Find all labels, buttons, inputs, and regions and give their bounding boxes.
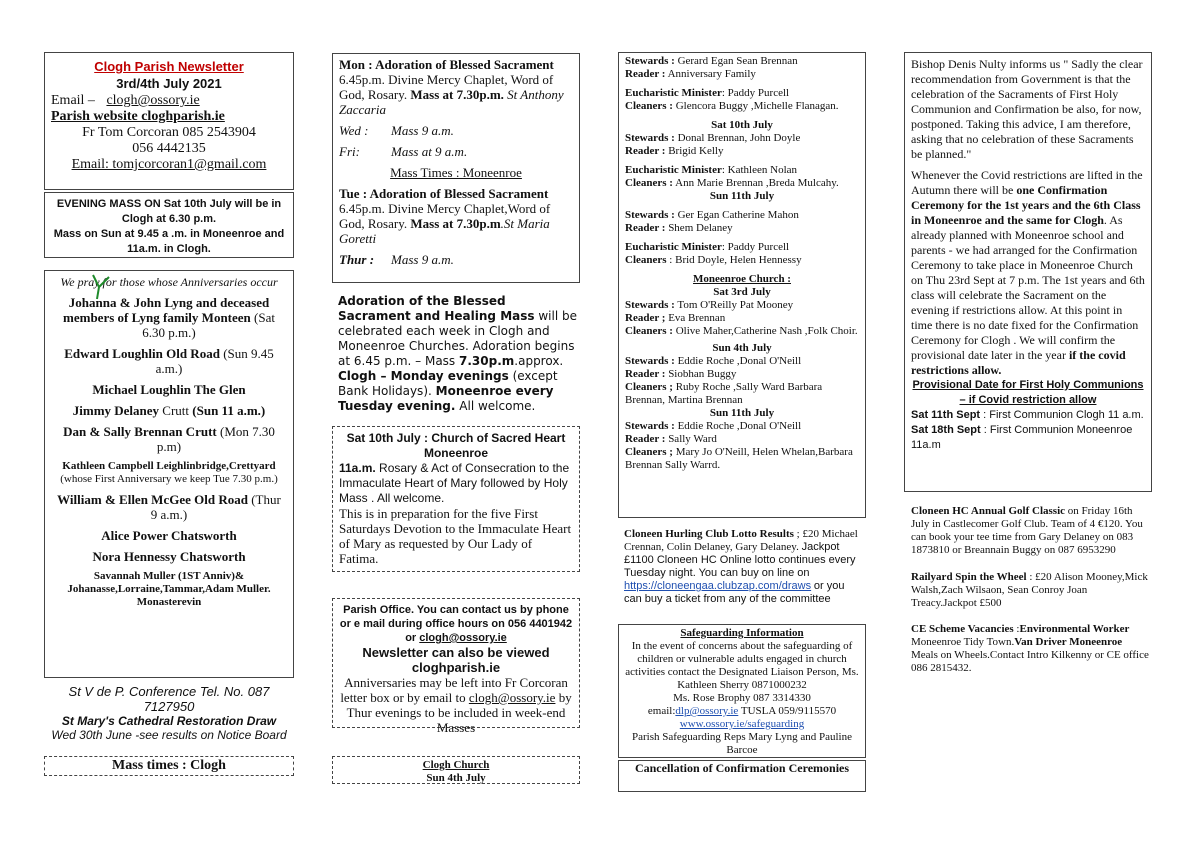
m-reader-1: Reader ; Eva Brennan xyxy=(625,312,726,324)
anniv-item-9: Nora Hennessy Chatsworth xyxy=(92,549,246,564)
cancellation-heading: Cancellation of Confirmation Ceremonies xyxy=(634,761,850,775)
newsletter-title: Clogh Parish Newsletter xyxy=(94,59,244,74)
newsletter-date: 3rd/4th July 2021 xyxy=(116,76,222,91)
wed-entry: Wed : Mass 9 a.m. xyxy=(339,123,454,138)
lotto-link[interactable]: https://cloneengaa.clubzap.com/draws xyxy=(624,580,812,592)
m-reader-2: Reader : Siobhan Buggy xyxy=(625,368,737,380)
sacred-heart-text: 11a.m. Rosary & Act of Consecration to the Immaculate Heart of Mary followed by Holy Mass . All welcome. xyxy=(339,461,570,505)
rota-em-3: Eucharistic Minister: Paddy Purcell xyxy=(625,241,790,253)
golf-block: Cloneen HC Annual Golf Classic on Friday 16th July in Castlecomer Golf Club. Team of 4 €120. You can book your tee time from Gary Delaney on 083 1873810 or Breannain Buggy on 087 6953290 xyxy=(911,505,1143,556)
anniv-item-7: William & Ellen McGee Old Road (Thur 9 a.m.) xyxy=(57,492,281,522)
priest-phone: Fr Tom Corcoran 085 2543904 xyxy=(82,125,256,140)
clogh-church-date: Sun 4th July xyxy=(426,772,486,784)
rota-box xyxy=(618,52,866,518)
m-sat-3-heading: Sat 3rd July xyxy=(713,286,771,298)
ce-scheme-block: CE Scheme Vacancies :Environmental Worker Moneenroe Tidy Town.Van Driver Moneenroe Meals on Wheels.Contact Intro Kilkenny or CE office 086 2815432. xyxy=(911,623,1149,674)
rota-steward-2: Stewards : Donal Brennan, John Doyle xyxy=(625,132,801,144)
m-sun-4-heading: Sun 4th July xyxy=(712,342,772,354)
rota-em-1: Eucharistic Minister: Paddy Purcell xyxy=(625,87,790,99)
clogh-church-heading: Clogh Church xyxy=(422,759,490,771)
clogh-church-box xyxy=(332,756,580,784)
mass-times-clogh-heading: Mass times : Clogh xyxy=(112,758,226,773)
provisional-title: Provisional Date for First Holy Communions – if Covid restriction allow xyxy=(912,379,1144,406)
safeguarding-link[interactable]: www.ossory.ie/safeguarding xyxy=(679,718,805,730)
m-steward-1: Stewards : Tom O'Reilly Pat Mooney xyxy=(625,299,794,311)
email-label: Email – xyxy=(51,93,95,108)
rota-em-2: Eucharistic Minister: Kathleen Nolan xyxy=(625,164,798,176)
m-cleaners-1: Cleaners : Olive Maher,Catherine Nash ,Folk Choir. xyxy=(625,325,858,337)
rota-cleaners-1: Cleaners : Glencora Buggy ,Michelle Flanagan. xyxy=(625,100,839,112)
rota-reader-2: Reader : Brigid Kelly xyxy=(625,145,724,157)
safeguarding-box xyxy=(618,624,866,758)
anniv-item-2: Edward Loughlin Old Road (Sun 9.45 a.m.) xyxy=(64,346,274,376)
adoration-block: Adoration of the Blessed Sacrament and Healing Mass will be celebrated each week in Clogh and Moneenroe Churches. Adoration begins at 6.45 p.m. – Mass 7.30p.m.approx. Clogh – Monday evenings (except Bank Holidays). Moneenroe every Tuesday evening. All welcome. xyxy=(338,294,577,413)
priest-email[interactable]: Email: tomjcorcoran1@gmail.com xyxy=(71,157,267,172)
cancellation-box xyxy=(618,760,866,792)
header-box xyxy=(44,52,294,190)
m-steward-3: Stewards : Eddie Roche ,Donal O'Neill xyxy=(625,420,802,432)
thur-entry: Thur : Mass 9 a.m. xyxy=(339,252,454,267)
rota-reader-3: Reader : Shem Delaney xyxy=(625,222,733,234)
safeguarding-text: In the event of concerns about the safeguarding of children or vulnerable adults engaged in church activities contact the Designated Liaison Person, Ms. Kathleen Sherry 0871000232 xyxy=(625,640,859,691)
cathedral-draw: St Mary's Cathedral Restoration Draw xyxy=(61,714,277,728)
sun-11-heading: Sun 11th July xyxy=(709,190,775,202)
lotto-block: Cloneen Hurling Club Lotto Results ; £20 Michael Crennan, Colin Delaney, Gary Delaney. Jackpot £1100 Cloneen HC Online lotto continues every Tuesday night. You can buy on line on https://cloneengaa.clubzap.com/draws or you can buy a ticket from any of the committee xyxy=(624,528,858,605)
draw-results: Wed 30th June -see results on Notice Board xyxy=(51,728,287,742)
communion-moneenroe: Sat 18th Sept : First Communion Moneenroe 11a.m xyxy=(911,424,1133,451)
m-steward-2: Stewards : Eddie Roche ,Donal O'Neill xyxy=(625,355,802,367)
sacred-heart-box xyxy=(332,426,580,572)
anniversaries-heading: We pray for those whose Anniversaries occur xyxy=(60,275,278,289)
m-sun-11-heading: Sun 11th July xyxy=(709,407,775,419)
evening-mass-line2: Mass on Sun at 9.45 a .m. in Moneenroe and 11a.m. in Clogh. xyxy=(53,228,285,255)
svdp-block xyxy=(44,684,294,742)
email-line xyxy=(45,93,293,109)
anniv-item-8: Alice Power Chatsworth xyxy=(101,528,237,543)
anniv-item-3: Michael Loughlin The Glen xyxy=(92,382,246,397)
anniv-item-6: Kathleen Campbell Leighlinbridge,Crettyard (whose First Anniversary we keep Tue 7.30 p.m.) xyxy=(60,460,278,485)
safeguarding-reps: Parish Safeguarding Reps Mary Lyng and Pauline Barcoe xyxy=(632,731,852,756)
evening-mass-line1: EVENING MASS ON Sat 10th July will be in Clogh at 6.30 p.m. xyxy=(56,198,282,225)
evening-mass-box xyxy=(44,192,294,258)
covid-text: Whenever the Covid restrictions are lifted in the Autumn there will be one Confirmation Ceremony for the 1st years and the 6th Class in Moneenroe and the same for Clogh. As already planned with Moneenroe school and parents - we had arranged for the Confirmation Ceremony to take place in Moneenroe Church on Thu 23rd Sept at 7 p.m. The 1st years and 6th class will celebrate the Sacrament on the evening if restrictions allow. At this point in time there is no date fixed for the Confirmation Ceremony for Clogh . We will confirm the provisional date later in the year if the covid restrictions allow. xyxy=(911,168,1145,377)
communion-clogh: Sat 11th Sept : First Communion Clogh 11 a.m. xyxy=(911,409,1144,421)
safeguarding-rose: Ms. Rose Brophy 087 3314330 xyxy=(673,692,811,704)
email-link[interactable]: clogh@ossory.ie xyxy=(106,93,200,108)
dlp-email-link[interactable]: dlp@ossory.ie xyxy=(675,705,739,717)
tue-entry: Tue : Adoration of Blessed Sacrament 6.45p.m. Divine Mercy Chaplet,Word of God, Rosary. Mass at 7.30p.m.St Maria Goretti xyxy=(339,186,551,246)
candle-icon xyxy=(89,273,111,301)
m-reader-3: Reader : Sally Ward xyxy=(625,433,717,445)
anniv-item-5: Dan & Sally Brennan Crutt (Mon 7.30 p.m) xyxy=(63,424,275,454)
website-line[interactable]: Parish website cloghparish.ie xyxy=(51,109,225,124)
safeguarding-contact: email:dlp@ossory.ie TUSLA 059/9115570 xyxy=(647,705,837,717)
anniv-email-link[interactable]: clogh@ossory.ie xyxy=(468,690,556,705)
office-email-link[interactable]: clogh@ossory.ie xyxy=(419,632,507,644)
rota-cleaners-3: Cleaners : Brid Doyle, Helen Hennessy xyxy=(625,254,802,266)
moneenroe-mass-times-heading: Mass Times : Moneenroe xyxy=(390,165,522,180)
anniv-item-1: Johanna & John Lyng and deceased members of Lyng family Monteen (Sat 6.30 p.m.) xyxy=(63,295,275,340)
anniv-item-4: Jimmy Delaney Crutt (Sun 11 a.m.) xyxy=(72,403,266,418)
anniv-item-10: Savannah Muller (1ST Anniv)& Johanasse,Lorraine,Tammar,Adam Muller. Monasterevin xyxy=(67,570,271,608)
rota-reader-1: Reader : Anniversary Family xyxy=(625,68,756,80)
weekday-masses-box xyxy=(332,53,580,283)
parish-office-text: Parish Office. You can contact us by phone or e mail during office hours on 056 4401942 or clogh@ossory.ie xyxy=(339,604,573,644)
sacred-heart-prep: This is in preparation for the five First Saturdays Devotion to the Immaculate Heart of Mary as requested by Our Lady of Fatima. xyxy=(339,506,572,566)
bishop-box xyxy=(904,52,1152,492)
rota-steward-3: Stewards : Ger Egan Catherine Mahon xyxy=(625,209,799,221)
sacred-heart-title: Sat 10th July : Church of Sacred Heart Moneenroe xyxy=(346,431,566,460)
anniversaries-box xyxy=(44,270,294,678)
m-cleaners-3: Cleaners ; Mary Jo O'Neill, Helen Whelan,Barbara Brennan Sally Warrd. xyxy=(625,446,853,471)
sat-10-heading: Sat 10th July xyxy=(711,119,773,131)
phone-2: 056 4442135 xyxy=(132,141,206,156)
moneenroe-church-heading: Moneenroe Church : xyxy=(693,273,791,285)
rota-steward-1: Stewards : Gerard Egan Sean Brennan xyxy=(625,55,798,67)
fri-entry: Fri: Mass at 9 a.m. xyxy=(339,144,468,159)
parish-office-box xyxy=(332,598,580,735)
bishop-statement: Bishop Denis Nulty informs us " Sadly the clear recommendation from Government is that the celebration of the Sacraments of First Holy Communion and Confirmation be also, for now, postponed. Taking this advice, I am therefore, asking that no celebration of these Sacraments be planned." xyxy=(911,57,1143,161)
svdp-line: St V de P. Conference Tel. No. 087 7127950 xyxy=(68,684,270,714)
anniversaries-note: Anniversaries may be left into Fr Corcoran letter box or by email to clogh@ossory.ie by Thur evenings to be included in week-end Masses xyxy=(340,675,572,735)
m-cleaners-2: Cleaners ; Ruby Roche ,Sally Ward Barbara Brennan, Martina Brennan xyxy=(625,381,823,406)
mon-entry: Mon : Adoration of Blessed Sacrament 6.45p.m. Divine Mercy Chaplet, Word of God, Rosary. Mass at 7.30p.m. St Anthony Zaccaria xyxy=(339,57,564,117)
rota-cleaners-2: Cleaners : Ann Marie Brennan ,Breda Mulcahy. xyxy=(625,177,839,189)
newsletter-view: Newsletter can also be viewed cloghparish.ie xyxy=(362,645,550,675)
railyard-block: Railyard Spin the Wheel : £20 Alison Mooney,Mick Walsh,Zach Wilsaon, Sean Conroy Joan Treacy.Jackpot £500 xyxy=(911,571,1148,609)
mass-times-clogh-box xyxy=(44,756,294,776)
safeguarding-title: Safeguarding Information xyxy=(680,627,804,639)
